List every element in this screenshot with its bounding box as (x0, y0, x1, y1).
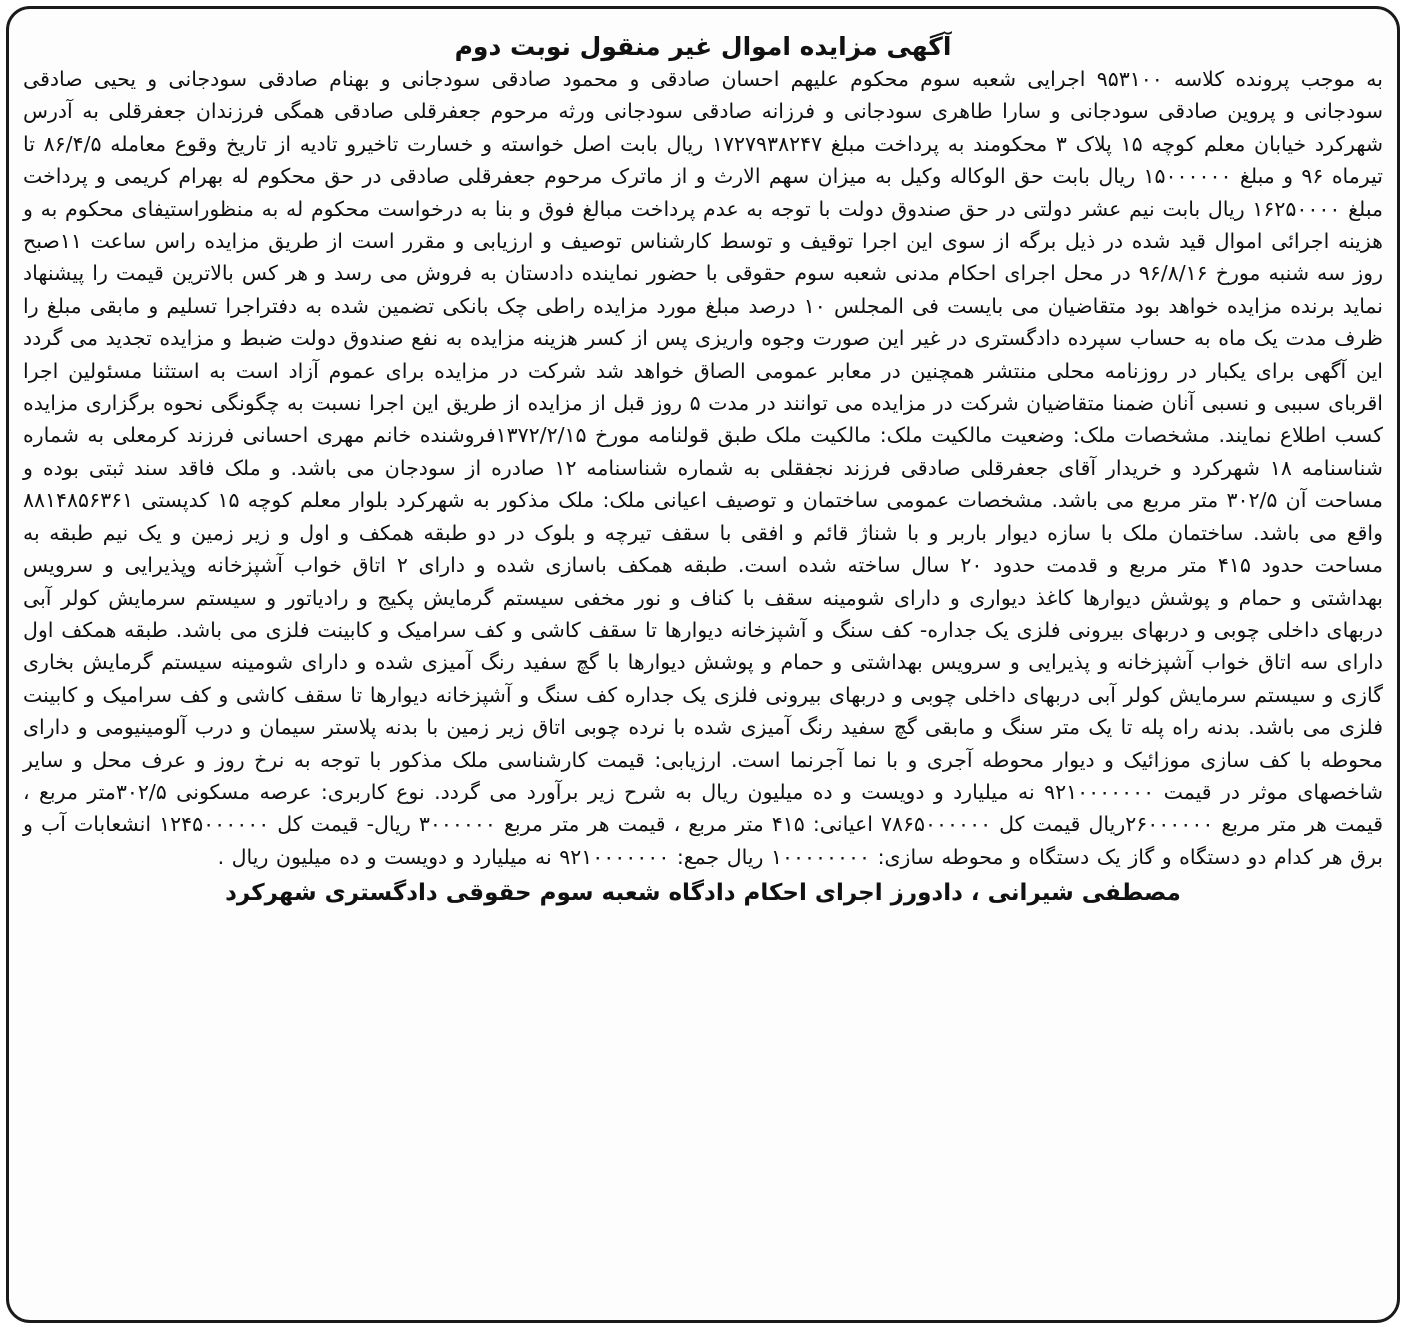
notice-title: آگهی مزایده اموال غیر منقول نوبت دوم (454, 32, 952, 61)
auction-notice (6, 6, 1400, 1323)
notice-body: به موجب پرونده کلاسه ۹۵۳۱۰۰ اجرایی شعبه سوم محکوم علیهم احسان صادقی و محمود صادقی سودجانی و بهنام صادقی سودجانی و یحیی صادقی سودجانی و پروین صادقی سودجانی و سارا طاهری سودجانی و فرزانه صادقی سودجانی ورثه مرحوم جعفرقلی صادقی همگی فرزندان جعفرقلی به آدرس شهرکرد خیابان معلم کوچه ۱۵ پلاک ۳ محکومند به پرداخت مبلغ ۱۷۲۷۹۳۸۲۴۷ ریال بابت اصل خواسته و خسارت تاخیرو تادیه از تاریخ وقوع معامله ۸۶/۴/۵ تا تیرماه ۹۶ و مبلغ ۱۵۰۰۰۰۰۰ ریال بابت حق الوکاله وکیل به میزان سهم الارث و از ماترک مرحوم جعفرقلی صادقی در حق محکوم له بهرام کریمی و پرداخت مبلغ ۱۶۲۵۰۰۰۰ ریال بابت نیم عشر دولتی در حق صندوق دولت با توجه به عدم پرداخت مبالغ فوق و بنا به درخواست محکوم له به منظوراستیفای محکوم به و هزینه اجرائی اموال قید شده در ذیل برگه از سوی این اجرا توقیف و توسط کارشناس توصیف و ارزیابی و مقرر است از طریق مزایده راس ساعت ۱۱صبح روز سه شنبه مورخ ۹۶/۸/۱۶ در محل اجرای احکام مدنی شعبه سوم حقوقی با حضور نماینده دادستان به فروش می رسد و هر کس بالاترین قیمت را پیشنهاد نماید برنده مزایده خواهد بود متقاضیان می بایست فی المجلس ۱۰ درصد مبلغ مورد مزایده راطی چک بانکی تضمین شده به دفتراجرا تسلیم و مابقی مبلغ را ظرف مدت یک ماه به حساب سپرده دادگستری در غیر این صورت وجوه واریزی پس از کسر هزینه مزایده به نفع صندوق دولت ضبط و مزایده تجدید می گردد این آگهی برای یکبار در روزنامه محلی منتشر همچنین در معابر عمومی الصاق خواهد شد شرکت در مزایده برای عموم آزاد است به استثنا مسئولین اجرا اقربای سببی و نسبی آنان ضمنا متقاضیان شرکت در مزایده می توانند در مدت ۵ روز قبل از مزایده از طریق این اجرا نسبت به چگونگی نحوه برگزاری مزایده کسب اطلاع نمایند. مشخصات ملک: وضعیت مالکیت ملک: مالکیت ملک طبق قولنامه مورخ ۱۳۷۲/۲/۱۵فروشنده خانم مهری احسانی فرزند کرمعلی به شماره شناسنامه ۱۸ شهرکرد و خریدار آقای جعفرقلی صادقی فرزند نجفقلی به شماره شناسنامه ۱۲ صادره از سودجان می باشد. و ملک فاقد سند ثبتی بوده و مساحت آن ۳۰۲/۵ متر مربع می باشد. مشخصات عمومی ساختمان و توصیف اعیانی ملک: ملک مذکور به شهرکرد بلوار معلم کوچه ۱۵ کدپستی ۸۸۱۴۸۵۶۳۶۱ واقع می باشد. ساختمان ملک با سازه دیوار باربر و با شناژ قائم و افقی با سقف تیرچه و بلوک در دو طبقه همکف و اول و زیر زمین و یک نیم طبقه به مساحت حدود ۴۱۵ متر مربع و قدمت حدود ۲۰ سال ساخته شده است. طبقه همکف باسازی شده و دارای ۲ اتاق خواب آشپزخانه وپذیرایی و سرویس بهداشتی و حمام و پوشش دیوارها کاغذ دیواری و دارای شومینه سقف با کناف و نور مخفی سیستم گرمایش پکیج و رادیاتور و سیستم سرمایش کولر آبی دربهای داخلی چوبی و دربهای بیرونی فلزی یک جداره- کف سنگ و آشپزخانه دیوارها تا سقف کاشی و کف سرامیک و کابینت فلزی می باشد. طبقه همکف اول دارای سه اتاق خواب آشپزخانه و پذیرایی و سرویس بهداشتی و حمام و پوشش دیوارها با گچ سفید رنگ آمیزی شده و دارای شومینه سیستم گرمایش بخاری گازی و سیستم سرمایش کولر آبی دربهای داخلی چوبی و دربهای بیرونی فلزی یک جداره کف سنگ و آشپزخانه دیوارها تا سقف کاشی و کف سرامیک و کابینت فلزی می باشد. بدنه راه پله تا یک متر سنگ و مابقی گچ سفید رنگ آمیزی شده با نرده چوبی اتاق زیر زمین با بدنه پلاستر سیمان و درب آلومینیومی و دارای محوطه با کف سازی موزائیک و دیوار محوطه آجری و با نما آجرنما است. ارزیابی: قیمت کارشناسی ملک مذکور با توجه به نرخ روز و عرف محل و سایر شاخصهای موثر در قیمت ۹۲۱۰۰۰۰۰۰۰ نه میلیارد و دویست و ده میلیون ریال به شرح زیر برآورد می گردد. نوع کاربری: عرصه مسکونی ۳۰۲/۵متر مربع ، قیمت هر متر مربع ۲۶۰۰۰۰۰۰ریال قیمت کل ۷۸۶۵۰۰۰۰۰۰ اعیانی: ۴۱۵ متر مربع ، قیمت هر متر مربع ۳۰۰۰۰۰۰ ریال- قیمت کل ۱۲۴۵۰۰۰۰۰۰ انشعابات آب و برق هر کدام دو دستگاه و گاز یک دستگاه و محوطه سازی: ۱۰۰۰۰۰۰۰۰ ریال جمع: ۹۲۱۰۰۰۰۰۰۰ نه میلیارد و دویست و ده میلیون ریال . (23, 67, 1384, 869)
notice-signature: مصطفی شیرانی ، دادورز اجرای احکام دادگاه شعبه سوم حقوقی دادگستری شهرکرد (225, 880, 1181, 907)
